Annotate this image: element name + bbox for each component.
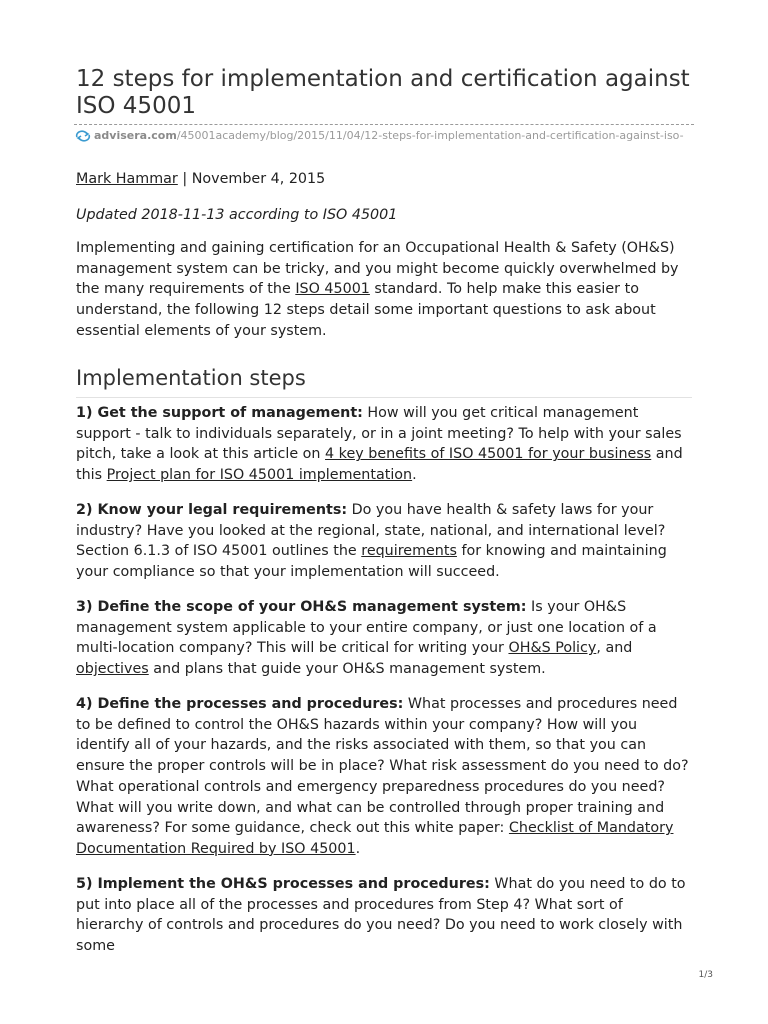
benefits-link[interactable]: 4 key benefits of ISO 45001 for your business <box>325 446 652 463</box>
step-4-text-2: . <box>355 840 361 857</box>
step-2-text: Do you have health & safety laws for your industry? Have you looked at the regional, state, national, and international level? Section 6.1.3 of ISO 45001 outlines the <box>76 502 666 560</box>
intro-text: Implementing and gaining certification for an Occupational Health & Safety (OH&S) management system can be tricky, and you might become quickly overwhelmed by the many requirements of the <box>76 240 679 298</box>
step-1-text-2: and this <box>76 446 683 484</box>
article-title: 12 steps for implementation and certification against ISO 45001 <box>76 66 690 119</box>
page-number: 1/3 <box>698 970 713 980</box>
section-heading: Implementation steps <box>76 363 692 398</box>
project-plan-link[interactable]: Project plan for ISO 45001 implementation <box>106 467 413 484</box>
step-2-text-2: for knowing and maintaining your compliance so that your implementation will succeed. <box>76 543 667 581</box>
step-4-heading: 4) Define the processes and procedures: <box>76 696 404 712</box>
step-3-text-3: and plans that guide your OH&S management system. <box>148 661 546 678</box>
publish-date: November 4, 2015 <box>191 171 326 187</box>
byline-separator: | <box>177 171 192 187</box>
step-4-text: What processes and procedures need to be defined to control the OH&S hazards within your company? How will you identify all of your hazards, and the risks associated with them, so that you can ensure the proper controls will be in place? What risk assessment do you need to do? What operational controls and emergency preparedness procedures do you need? What will you write down, and what can be controlled through proper training and awareness? For some guidance, check out this white paper: <box>76 696 689 837</box>
checklist-link[interactable]: Checklist of Mandatory Documentation Required by ISO 45001 <box>76 820 674 857</box>
author-link[interactable]: Mark Hammar <box>76 171 178 187</box>
step-5 <box>76 874 692 957</box>
step-3-heading: 3) Define the scope of your OH&S management system: <box>76 599 527 615</box>
step-1-heading: 1) Get the support of management: <box>76 405 363 421</box>
step-1-text: How will you get critical management support - talk to individuals separately, or in a joint meeting? To help with your sales pitch, take a look at this article on <box>76 405 682 463</box>
ohs-policy-link[interactable]: OH&S Policy <box>508 640 597 657</box>
step-1-text-3: . <box>412 467 417 484</box>
step-4 <box>76 694 692 860</box>
step-2-heading: 2) Know your legal requirements: <box>76 502 348 518</box>
source-url-row <box>74 124 694 149</box>
objectives-link[interactable]: objectives <box>76 661 149 678</box>
updated-note: Updated 2018-11-13 according to ISO 45001 <box>76 207 398 223</box>
url-domain: advisera.com <box>94 129 177 142</box>
intro-paragraph <box>76 238 692 342</box>
step-1 <box>76 403 692 486</box>
byline <box>76 169 325 189</box>
step-3-text: Is your OH&S management system applicable to your entire company, or just one location of a multi-location company? This will be critical for writing your <box>76 599 657 657</box>
step-5-text: What do you need to do to put into place all of the processes and procedures from Step 4? What sort of hierarchy of controls and procedures do you need? Do you need to work closely with some <box>76 876 686 955</box>
cycle-arrows-icon <box>74 130 92 142</box>
step-2 <box>76 500 692 583</box>
iso-45001-link[interactable]: ISO 45001 <box>295 281 370 298</box>
intro-text-cont: standard. To help make this easier to understand, the following 12 steps detail some important questions to ask about essential elements of your system. <box>76 281 656 339</box>
requirements-link[interactable]: requirements <box>361 543 457 560</box>
step-5-heading: 5) Implement the OH&S processes and procedures: <box>76 876 490 892</box>
step-3-text-2: , and <box>596 640 633 657</box>
url-path: /45001academy/blog/2015/11/04/12-steps-for-implementation-and-certification-against-iso- <box>176 129 684 142</box>
source-url[interactable] <box>94 129 694 142</box>
step-3 <box>76 597 692 680</box>
